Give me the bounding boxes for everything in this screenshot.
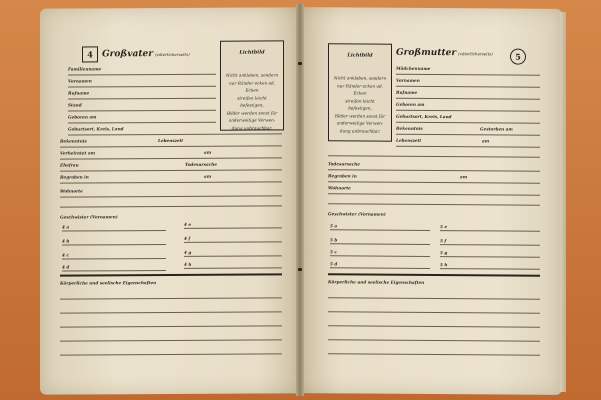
staple-mark [298, 62, 302, 65]
sibling-label: 5 f [440, 238, 447, 244]
field-line-first-names[interactable] [68, 86, 216, 88]
sibling-label: 5 c [330, 249, 337, 255]
field-line-maiden-name[interactable] [396, 74, 540, 76]
photo-instructions [225, 71, 279, 131]
field-label-born: Geboren am [68, 114, 97, 120]
sibling-line[interactable] [440, 268, 540, 270]
field-line-family-name[interactable] [68, 74, 216, 76]
photo-note-line: Nicht ankleben, sondern [225, 72, 279, 78]
sibling-line[interactable] [330, 243, 430, 245]
field-label-religion: Bekenntnis [396, 125, 423, 131]
field-line-extra[interactable] [328, 155, 540, 157]
sibling-line[interactable] [62, 230, 166, 232]
photo-note-line: Bilder werden sonst für [334, 112, 386, 119]
title-note: (väterlicherseits) [154, 51, 190, 58]
sibling-label: 4 b [62, 238, 70, 244]
traits-heading: Körperliche und seelische Eigenschaften [60, 280, 157, 286]
photo-note-line: nur Ränder ecken od. Ecken [228, 79, 276, 93]
field-label-residence: Wohnorte [328, 185, 351, 191]
field-label-gestorben: Gestorben am [480, 126, 513, 132]
photo-note-line: streifen leicht befestigen, [345, 97, 375, 111]
left-page [40, 7, 298, 394]
field-label-stand: Stand [68, 102, 82, 108]
staple-mark [298, 268, 302, 271]
field-label-lebenszeit: Lebenszeit [396, 137, 422, 143]
field-label-residence: Wohnorte [60, 188, 83, 194]
sibling-line[interactable] [330, 255, 430, 257]
traits-heading: Körperliche und seelische Eigenschaften [328, 279, 425, 285]
photo-note-line: Nicht ankleben, sondern [333, 75, 387, 81]
field-line-married[interactable] [60, 157, 282, 159]
sibling-line[interactable] [330, 229, 430, 231]
title-grossvater: Großvater [102, 49, 153, 60]
field-label-am-1: am [482, 138, 490, 144]
field-label-maiden-name: Mädchenname [396, 65, 431, 71]
sibling-label: 5 b [330, 237, 338, 243]
field-label-birthplace: Geburtsort, Kreis, Land [68, 126, 124, 132]
traits-line[interactable] [328, 297, 540, 299]
page-number-4: 4 [82, 46, 98, 62]
sibling-line[interactable] [62, 258, 166, 260]
field-line-religion[interactable] [396, 134, 540, 136]
field-line-rufname[interactable] [68, 98, 216, 100]
sibling-line[interactable] [62, 244, 166, 246]
sibling-label: 5 d [330, 261, 338, 267]
sibling-line[interactable] [184, 241, 282, 243]
field-label-born: Geboren am [396, 101, 425, 107]
field-label-religion: Bekenntnis [60, 138, 87, 144]
title-grossmutter: Großmutter [396, 47, 457, 59]
sibling-line[interactable] [440, 244, 540, 246]
sibling-label: 5 g [440, 250, 448, 256]
field-label-buried: Begraben in [60, 174, 89, 180]
traits-line[interactable] [60, 297, 282, 299]
field-line-stand[interactable] [68, 110, 216, 112]
right-page-title [396, 48, 493, 59]
photo-note-line: Bilder werden sonst für [226, 109, 278, 116]
sibling-line[interactable] [184, 267, 282, 269]
sibling-label: 4 c [62, 252, 69, 258]
field-line-lebenszeit[interactable] [396, 146, 540, 148]
field-line-born[interactable] [396, 110, 540, 112]
photo-note-line: dung unbrauchbar. [231, 124, 273, 131]
page-stack-edge [560, 12, 566, 392]
field-label-rufname: Rufname [68, 90, 90, 96]
traits-line[interactable] [328, 325, 540, 327]
field-line-residence-2[interactable] [60, 205, 282, 207]
field-line-birthplace[interactable] [396, 122, 540, 124]
field-label-buried: Begraben in [328, 173, 357, 179]
photo-heading: Lichtbild [347, 52, 373, 59]
sibling-label: 5 h [440, 262, 448, 268]
field-line-rufname[interactable] [396, 98, 540, 100]
field-line-buried[interactable] [60, 181, 282, 183]
field-line-death-cause[interactable] [328, 169, 540, 171]
sibling-label: 5 e [440, 224, 448, 230]
field-line-buried[interactable] [328, 181, 540, 183]
traits-line[interactable] [328, 339, 540, 341]
field-line-residence[interactable] [328, 193, 540, 195]
field-line-first-names[interactable] [396, 86, 540, 88]
photo-placeholder [328, 43, 392, 141]
photo-note-line: dung unbrauchbar. [339, 127, 381, 134]
title-note: (väterlicherseits) [458, 51, 493, 57]
traits-line[interactable] [328, 353, 540, 355]
traits-line[interactable] [60, 339, 282, 341]
photo-note-line: nur Ränder ecken od. Ecken [336, 82, 384, 96]
page-number-5: 5 [510, 49, 526, 65]
sibling-label: 4 d [62, 264, 70, 270]
sibling-line[interactable] [330, 267, 430, 269]
sibling-line[interactable] [62, 270, 166, 272]
traits-line[interactable] [60, 353, 282, 355]
photo-note-line: streifen leicht befestigen, [237, 94, 267, 108]
field-label-am-2: am [460, 174, 468, 180]
field-line-birthplace[interactable] [68, 133, 282, 135]
traits-line[interactable] [328, 311, 540, 313]
field-label-married: Verheiratet am [60, 150, 96, 156]
field-line-born[interactable] [68, 122, 216, 124]
field-line-residence-2[interactable] [328, 203, 540, 205]
sibling-label: 4 f [184, 235, 191, 241]
sibling-label: 4 g [184, 249, 192, 255]
sibling-line[interactable] [184, 255, 282, 257]
section-divider [60, 273, 282, 276]
sibling-label: 4 h [184, 261, 192, 267]
siblings-heading: Geschwister (Vornamen) [328, 211, 386, 217]
photo-note-line: anderweitige Verwen- [336, 120, 384, 126]
field-label-death-cause: Todesursache [185, 161, 217, 167]
sibling-label: 5 a [330, 223, 338, 229]
left-page-title [102, 49, 190, 59]
right-page [300, 7, 562, 395]
photo-instructions [333, 74, 387, 134]
sibling-label: 4 a [62, 224, 70, 230]
sibling-line[interactable] [440, 256, 540, 258]
sibling-line[interactable] [184, 227, 282, 229]
section-divider [328, 273, 540, 276]
photo-note-line: anderweitige Verwen- [228, 117, 276, 123]
siblings-heading: Geschwister (Vornamen) [60, 214, 118, 220]
sibling-label: 4 e [184, 221, 192, 227]
field-label-am-1: am [204, 149, 212, 155]
field-label-death-cause: Todesursache [328, 161, 360, 167]
field-line-residence[interactable] [60, 195, 282, 197]
field-label-wife: Ehefrau [60, 162, 79, 168]
traits-line[interactable] [60, 325, 282, 327]
field-line-wife[interactable] [60, 169, 282, 171]
field-label-first-names: Vornamen [396, 77, 420, 83]
field-label-birthplace: Geburtsort, Kreis, Land [396, 113, 452, 120]
field-label-rufname: Rufname [396, 89, 418, 95]
traits-line[interactable] [60, 311, 282, 313]
photo-heading: Lichtbild [239, 49, 265, 56]
field-line-religion[interactable] [60, 145, 282, 147]
field-label-family-name: Familienname [68, 66, 102, 72]
field-label-am-2: am [204, 173, 212, 179]
field-label-first-names: Vornamen [68, 78, 92, 84]
photo-placeholder [220, 40, 284, 130]
sibling-line[interactable] [440, 230, 540, 232]
field-label-lebenszeit: Lebenszeit [158, 137, 184, 144]
